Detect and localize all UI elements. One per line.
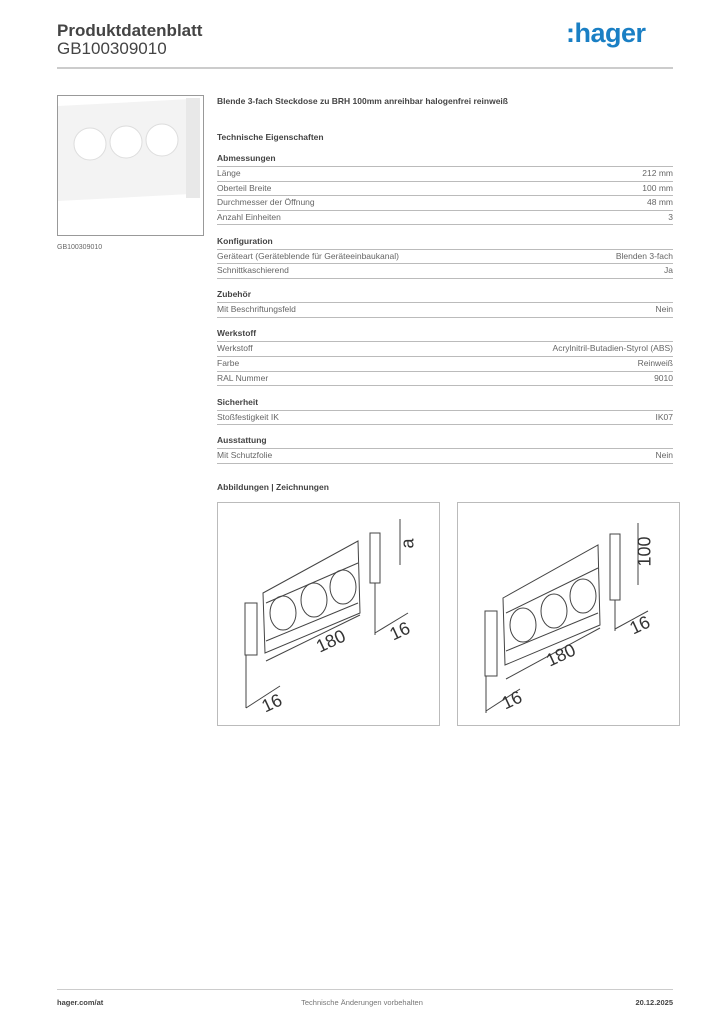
section-werkstoff (217, 327, 673, 386)
width-label: 180 (542, 639, 579, 671)
footer-date: 20.12.2025 (635, 998, 673, 1007)
width-label: 180 (312, 625, 349, 657)
section-heading: Ausstattung (217, 434, 673, 449)
section-ausstattung (217, 434, 673, 464)
property-value: Nein (655, 450, 673, 461)
property-value: 3 (668, 211, 673, 222)
property-label: Durchmesser der Öffnung (217, 197, 315, 208)
dimension-drawing-1 (217, 502, 440, 726)
footer-note: Technische Änderungen vorbehalten (301, 998, 423, 1007)
drawings-heading: Abbildungen | Zeichnungen (217, 482, 329, 493)
property-label: Geräteart (Geräteblende für Geräteeinbaukanal) (217, 250, 399, 261)
property-value: Acrylnitril-Butadien-Styrol (ABS) (552, 343, 673, 354)
left-side-label: 16 (498, 686, 526, 714)
property-row (217, 449, 673, 464)
right-side-label: 16 (386, 617, 414, 645)
product-title: Blende 3-fach Steckdose zu BRH 100mm anreihbar halogenfrei reinweiß (217, 96, 508, 106)
section-sicherheit (217, 396, 673, 426)
property-row (217, 264, 673, 279)
property-value: 9010 (654, 372, 673, 383)
image-caption: GB100309010 (57, 244, 103, 251)
property-label: Anzahl Einheiten (217, 211, 281, 222)
section-konfiguration (217, 235, 673, 279)
height-label: 100 (634, 536, 655, 567)
property-row (217, 342, 673, 357)
left-side-label: 16 (258, 689, 286, 717)
section-heading: Konfiguration (217, 235, 673, 250)
property-label: Oberteil Breite (217, 182, 272, 193)
section-zubehör (217, 288, 673, 318)
dimension-drawing-2 (457, 502, 680, 726)
height-label: a (397, 538, 418, 549)
section-abmessungen (217, 152, 673, 225)
properties (217, 96, 673, 492)
property-label: Länge (217, 168, 241, 178)
section-heading: Abmessungen (217, 152, 673, 167)
property-row (217, 303, 673, 318)
properties-heading: Technische Eigenschaften (217, 132, 324, 142)
property-row (217, 357, 673, 372)
property-value: Nein (655, 304, 673, 315)
hager-logo: :hager (566, 18, 646, 48)
section-heading: Werkstoff (217, 327, 673, 342)
property-label: RAL Nummer (217, 372, 269, 383)
property-row (217, 250, 673, 265)
property-value: Ja (664, 265, 673, 276)
property-row (217, 411, 673, 426)
footer-website-link[interactable]: hager.com/at (57, 998, 104, 1007)
property-label: Schnittkaschierend (217, 265, 289, 276)
header-divider (57, 67, 673, 69)
section-heading: Zubehör (217, 288, 673, 303)
property-row (217, 167, 673, 182)
property-label: Mit Schutzfolie (217, 450, 273, 461)
property-row (217, 211, 673, 226)
footer-divider (57, 989, 673, 990)
property-row (217, 372, 673, 387)
product-image (57, 95, 204, 236)
property-label: Stoßfestigkeit IK (217, 411, 279, 422)
article-number: GB100309010 (57, 39, 167, 58)
property-row (217, 196, 673, 211)
section-heading: Sicherheit (217, 396, 673, 411)
property-label: Farbe (217, 357, 240, 368)
property-value: Reinweiß (637, 357, 673, 368)
page-title: Produktdatenblatt (57, 21, 203, 40)
property-label: Werkstoff (217, 343, 253, 354)
property-row (217, 182, 673, 197)
property-label: Mit Beschriftungsfeld (217, 304, 296, 315)
property-value: 100 mm (642, 182, 673, 193)
property-value: 48 mm (647, 197, 673, 208)
property-value: Blenden 3-fach (615, 250, 673, 261)
right-side-label: 16 (626, 611, 654, 639)
property-value: 212 mm (642, 168, 673, 178)
property-value: IK07 (655, 411, 673, 422)
